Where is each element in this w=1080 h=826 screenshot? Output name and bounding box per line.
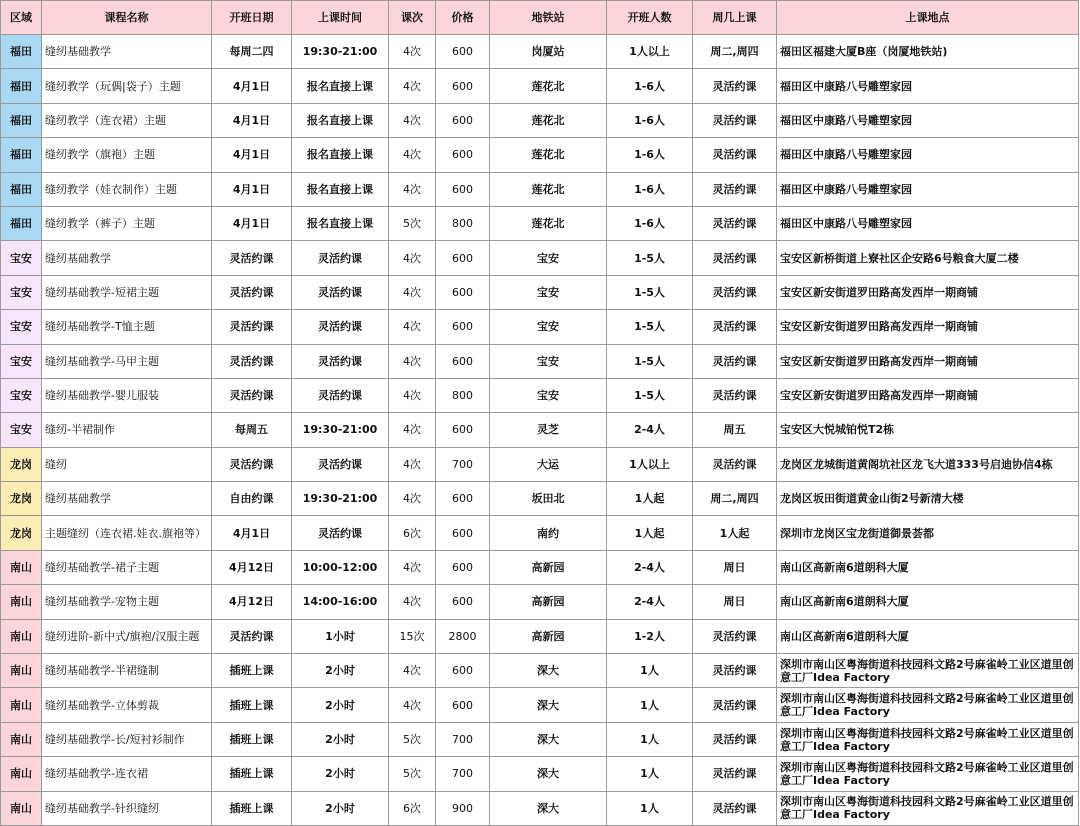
start-date-cell: 4月1日 <box>212 172 292 206</box>
header-price: 价格 <box>436 1 490 35</box>
header-row <box>1 1 1079 35</box>
price-cell: 600 <box>436 344 490 378</box>
region-cell: 南山 <box>1 585 42 619</box>
class-time-cell: 灵活约课 <box>292 516 389 550</box>
class-size-cell: 1人以上 <box>607 35 693 69</box>
sessions-cell: 5次 <box>389 757 436 791</box>
weekday-cell: 周二,周四 <box>693 35 777 69</box>
table-row <box>1 138 1079 172</box>
start-date-cell: 灵活约课 <box>212 619 292 653</box>
weekday-cell: 灵活约课 <box>693 688 777 722</box>
metro-station-cell: 深大 <box>490 722 607 756</box>
sessions-cell: 4次 <box>389 688 436 722</box>
weekday-cell: 灵活约课 <box>693 757 777 791</box>
start-date-cell: 插班上课 <box>212 791 292 825</box>
class-time-cell: 2小时 <box>292 722 389 756</box>
weekday-cell: 灵活约课 <box>693 791 777 825</box>
price-cell: 800 <box>436 378 490 412</box>
header-region: 区域 <box>1 1 42 35</box>
class-time-cell: 19:30-21:00 <box>292 35 389 69</box>
start-date-cell: 灵活约课 <box>212 447 292 481</box>
table-row <box>1 172 1079 206</box>
table-row <box>1 688 1079 722</box>
location-cell: 宝安区新安街道罗田路高发西岸一期商铺 <box>777 344 1079 378</box>
location-cell: 福田区福建大厦B座（岗厦地铁站) <box>777 35 1079 69</box>
location-cell: 福田区中康路八号雕塑家园 <box>777 206 1079 240</box>
class-time-cell: 2小时 <box>292 688 389 722</box>
header-weekday: 周几上课 <box>693 1 777 35</box>
sessions-cell: 4次 <box>389 138 436 172</box>
table-row <box>1 69 1079 103</box>
region-cell: 宝安 <box>1 378 42 412</box>
price-cell: 900 <box>436 791 490 825</box>
table-row <box>1 344 1079 378</box>
sessions-cell: 4次 <box>389 550 436 584</box>
course-name-cell: 缝纫基础教学-立体剪裁 <box>42 688 212 722</box>
table-row <box>1 482 1079 516</box>
price-cell: 600 <box>436 275 490 309</box>
region-cell: 福田 <box>1 138 42 172</box>
location-cell: 福田区中康路八号雕塑家园 <box>777 69 1079 103</box>
weekday-cell: 灵活约课 <box>693 310 777 344</box>
class-size-cell: 1-5人 <box>607 378 693 412</box>
price-cell: 600 <box>436 138 490 172</box>
sessions-cell: 4次 <box>389 241 436 275</box>
sessions-cell: 4次 <box>389 654 436 688</box>
start-date-cell: 灵活约课 <box>212 241 292 275</box>
sessions-cell: 4次 <box>389 35 436 69</box>
course-name-cell: 缝纫-半裙制作 <box>42 413 212 447</box>
start-date-cell: 自由约课 <box>212 482 292 516</box>
class-size-cell: 1人 <box>607 722 693 756</box>
price-cell: 700 <box>436 722 490 756</box>
metro-station-cell: 莲花北 <box>490 69 607 103</box>
weekday-cell: 灵活约课 <box>693 654 777 688</box>
start-date-cell: 插班上课 <box>212 757 292 791</box>
class-size-cell: 2-4人 <box>607 413 693 447</box>
course-name-cell: 缝纫教学（玩偶|袋子）主题 <box>42 69 212 103</box>
table-body <box>1 35 1079 826</box>
class-size-cell: 1-5人 <box>607 275 693 309</box>
metro-station-cell: 深大 <box>490 688 607 722</box>
table-row <box>1 310 1079 344</box>
location-cell: 南山区高新南6道朗科大厦 <box>777 550 1079 584</box>
price-cell: 700 <box>436 447 490 481</box>
sessions-cell: 4次 <box>389 69 436 103</box>
sessions-cell: 4次 <box>389 344 436 378</box>
metro-station-cell: 宝安 <box>490 344 607 378</box>
table-row <box>1 241 1079 275</box>
table-row <box>1 757 1079 791</box>
class-time-cell: 报名直接上课 <box>292 206 389 240</box>
class-size-cell: 1人以上 <box>607 447 693 481</box>
class-time-cell: 灵活约课 <box>292 344 389 378</box>
region-cell: 龙岗 <box>1 482 42 516</box>
class-size-cell: 1人起 <box>607 516 693 550</box>
sessions-cell: 4次 <box>389 275 436 309</box>
weekday-cell: 灵活约课 <box>693 344 777 378</box>
metro-station-cell: 岗厦站 <box>490 35 607 69</box>
class-size-cell: 1-6人 <box>607 206 693 240</box>
metro-station-cell: 深大 <box>490 654 607 688</box>
metro-station-cell: 莲花北 <box>490 172 607 206</box>
start-date-cell: 灵活约课 <box>212 344 292 378</box>
table-row <box>1 413 1079 447</box>
table-row <box>1 791 1079 825</box>
class-time-cell: 19:30-21:00 <box>292 413 389 447</box>
price-cell: 600 <box>436 103 490 137</box>
class-time-cell: 灵活约课 <box>292 241 389 275</box>
table-row <box>1 103 1079 137</box>
course-name-cell: 缝纫基础教学-半裙缝制 <box>42 654 212 688</box>
class-time-cell: 19:30-21:00 <box>292 482 389 516</box>
location-cell: 南山区高新南6道朗科大厦 <box>777 585 1079 619</box>
class-size-cell: 1人 <box>607 757 693 791</box>
sessions-cell: 4次 <box>389 310 436 344</box>
class-size-cell: 2-4人 <box>607 550 693 584</box>
sessions-cell: 4次 <box>389 585 436 619</box>
start-date-cell: 4月1日 <box>212 69 292 103</box>
location-cell: 深圳市南山区粤海街道科技园科文路2号麻雀岭工业区道里创意工厂Idea Factory <box>777 722 1079 756</box>
price-cell: 600 <box>436 35 490 69</box>
location-cell: 宝安区新桥街道上寮社区企安路6号粮食大厦二楼 <box>777 241 1079 275</box>
header-class-size: 开班人数 <box>607 1 693 35</box>
course-name-cell: 缝纫基础教学-婴儿服装 <box>42 378 212 412</box>
metro-station-cell: 深大 <box>490 791 607 825</box>
start-date-cell: 4月1日 <box>212 138 292 172</box>
region-cell: 南山 <box>1 757 42 791</box>
price-cell: 600 <box>436 585 490 619</box>
header-start-date: 开班日期 <box>212 1 292 35</box>
location-cell: 龙岗区坂田街道黄金山街2号新清大楼 <box>777 482 1079 516</box>
price-cell: 600 <box>436 550 490 584</box>
course-name-cell: 缝纫基础教学-裙子主题 <box>42 550 212 584</box>
course-name-cell: 缝纫基础教学-T恤主题 <box>42 310 212 344</box>
price-cell: 600 <box>436 654 490 688</box>
class-time-cell: 报名直接上课 <box>292 69 389 103</box>
class-size-cell: 1人 <box>607 688 693 722</box>
weekday-cell: 周日 <box>693 585 777 619</box>
location-cell: 深圳市龙岗区宝龙街道御景荟都 <box>777 516 1079 550</box>
metro-station-cell: 莲花北 <box>490 103 607 137</box>
weekday-cell: 灵活约课 <box>693 172 777 206</box>
start-date-cell: 灵活约课 <box>212 275 292 309</box>
start-date-cell: 插班上课 <box>212 722 292 756</box>
metro-station-cell: 高新园 <box>490 585 607 619</box>
course-name-cell: 缝纫基础教学-连衣裙 <box>42 757 212 791</box>
start-date-cell: 灵活约课 <box>212 378 292 412</box>
class-time-cell: 2小时 <box>292 654 389 688</box>
table-row <box>1 516 1079 550</box>
table-row <box>1 275 1079 309</box>
weekday-cell: 周五 <box>693 413 777 447</box>
region-cell: 宝安 <box>1 241 42 275</box>
region-cell: 南山 <box>1 688 42 722</box>
region-cell: 龙岗 <box>1 516 42 550</box>
header-course-name: 课程名称 <box>42 1 212 35</box>
weekday-cell: 灵活约课 <box>693 206 777 240</box>
start-date-cell: 每周二四 <box>212 35 292 69</box>
class-size-cell: 1-6人 <box>607 138 693 172</box>
metro-station-cell: 宝安 <box>490 241 607 275</box>
metro-station-cell: 宝安 <box>490 378 607 412</box>
location-cell: 宝安区新安街道罗田路高发西岸一期商铺 <box>777 275 1079 309</box>
sessions-cell: 6次 <box>389 516 436 550</box>
class-time-cell: 灵活约课 <box>292 378 389 412</box>
table-row <box>1 35 1079 69</box>
weekday-cell: 灵活约课 <box>693 722 777 756</box>
class-size-cell: 1-5人 <box>607 344 693 378</box>
weekday-cell: 灵活约课 <box>693 447 777 481</box>
region-cell: 宝安 <box>1 310 42 344</box>
course-name-cell: 缝纫基础教学-马甲主题 <box>42 344 212 378</box>
location-cell: 福田区中康路八号雕塑家园 <box>777 103 1079 137</box>
start-date-cell: 4月1日 <box>212 103 292 137</box>
start-date-cell: 4月12日 <box>212 585 292 619</box>
start-date-cell: 每周五 <box>212 413 292 447</box>
course-name-cell: 缝纫 <box>42 447 212 481</box>
price-cell: 600 <box>436 688 490 722</box>
start-date-cell: 插班上课 <box>212 654 292 688</box>
price-cell: 800 <box>436 206 490 240</box>
price-cell: 600 <box>436 241 490 275</box>
metro-station-cell: 南约 <box>490 516 607 550</box>
table-row <box>1 206 1079 240</box>
region-cell: 福田 <box>1 69 42 103</box>
region-cell: 南山 <box>1 619 42 653</box>
class-time-cell: 报名直接上课 <box>292 138 389 172</box>
sessions-cell: 5次 <box>389 206 436 240</box>
region-cell: 龙岗 <box>1 447 42 481</box>
weekday-cell: 灵活约课 <box>693 103 777 137</box>
class-time-cell: 灵活约课 <box>292 447 389 481</box>
region-cell: 南山 <box>1 791 42 825</box>
sessions-cell: 4次 <box>389 172 436 206</box>
sessions-cell: 5次 <box>389 722 436 756</box>
region-cell: 福田 <box>1 206 42 240</box>
price-cell: 600 <box>436 516 490 550</box>
table-row <box>1 619 1079 653</box>
class-time-cell: 灵活约课 <box>292 275 389 309</box>
price-cell: 600 <box>436 413 490 447</box>
weekday-cell: 灵活约课 <box>693 275 777 309</box>
class-time-cell: 2小时 <box>292 791 389 825</box>
start-date-cell: 4月1日 <box>212 206 292 240</box>
price-cell: 600 <box>436 482 490 516</box>
course-name-cell: 缝纫基础教学 <box>42 482 212 516</box>
region-cell: 南山 <box>1 722 42 756</box>
header-metro-station: 地铁站 <box>490 1 607 35</box>
metro-station-cell: 高新园 <box>490 619 607 653</box>
class-size-cell: 1-5人 <box>607 310 693 344</box>
location-cell: 龙岗区龙城街道黄阁坑社区龙飞大道333号启迪协信4栋 <box>777 447 1079 481</box>
table-row <box>1 550 1079 584</box>
location-cell: 福田区中康路八号雕塑家园 <box>777 172 1079 206</box>
weekday-cell: 1人起 <box>693 516 777 550</box>
class-size-cell: 1-5人 <box>607 241 693 275</box>
weekday-cell: 灵活约课 <box>693 241 777 275</box>
class-size-cell: 1-6人 <box>607 172 693 206</box>
weekday-cell: 灵活约课 <box>693 69 777 103</box>
location-cell: 宝安区新安街道罗田路高发西岸一期商铺 <box>777 378 1079 412</box>
price-cell: 600 <box>436 310 490 344</box>
course-name-cell: 缝纫进阶-新中式/旗袍/汉服主题 <box>42 619 212 653</box>
table-row <box>1 722 1079 756</box>
location-cell: 深圳市南山区粤海街道科技园科文路2号麻雀岭工业区道里创意工厂Idea Factory <box>777 654 1079 688</box>
metro-station-cell: 灵芝 <box>490 413 607 447</box>
sessions-cell: 15次 <box>389 619 436 653</box>
metro-station-cell: 莲花北 <box>490 206 607 240</box>
metro-station-cell: 莲花北 <box>490 138 607 172</box>
region-cell: 宝安 <box>1 344 42 378</box>
class-time-cell: 报名直接上课 <box>292 172 389 206</box>
sessions-cell: 4次 <box>389 378 436 412</box>
course-name-cell: 缝纫基础教学-短裙主题 <box>42 275 212 309</box>
weekday-cell: 灵活约课 <box>693 378 777 412</box>
price-cell: 700 <box>436 757 490 791</box>
class-size-cell: 1-6人 <box>607 69 693 103</box>
region-cell: 宝安 <box>1 413 42 447</box>
metro-station-cell: 深大 <box>490 757 607 791</box>
table-row <box>1 585 1079 619</box>
location-cell: 宝安区大悦城铂悦T2栋 <box>777 413 1079 447</box>
header-location: 上课地点 <box>777 1 1079 35</box>
class-time-cell: 灵活约课 <box>292 310 389 344</box>
location-cell: 南山区高新南6道朗科大厦 <box>777 619 1079 653</box>
course-name-cell: 缝纫基础教学 <box>42 241 212 275</box>
header-sessions: 课次 <box>389 1 436 35</box>
course-name-cell: 缝纫基础教学-宠物主题 <box>42 585 212 619</box>
class-time-cell: 2小时 <box>292 757 389 791</box>
class-time-cell: 10:00-12:00 <box>292 550 389 584</box>
location-cell: 深圳市南山区粤海街道科技园科文路2号麻雀岭工业区道里创意工厂Idea Factory <box>777 688 1079 722</box>
region-cell: 福田 <box>1 172 42 206</box>
table-row <box>1 654 1079 688</box>
course-name-cell: 缝纫教学（旗袍）主题 <box>42 138 212 172</box>
course-name-cell: 缝纫教学（连衣裙）主题 <box>42 103 212 137</box>
location-cell: 深圳市南山区粤海街道科技园科文路2号麻雀岭工业区道里创意工厂Idea Factory <box>777 757 1079 791</box>
course-name-cell: 缝纫基础教学-针织缝纫 <box>42 791 212 825</box>
weekday-cell: 周二,周四 <box>693 482 777 516</box>
weekday-cell: 灵活约课 <box>693 138 777 172</box>
class-size-cell: 2-4人 <box>607 585 693 619</box>
class-size-cell: 1-6人 <box>607 103 693 137</box>
sessions-cell: 6次 <box>389 791 436 825</box>
table-row <box>1 378 1079 412</box>
sessions-cell: 4次 <box>389 103 436 137</box>
start-date-cell: 4月1日 <box>212 516 292 550</box>
course-name-cell: 缝纫教学（娃衣制作）主题 <box>42 172 212 206</box>
weekday-cell: 灵活约课 <box>693 619 777 653</box>
weekday-cell: 周日 <box>693 550 777 584</box>
course-name-cell: 缝纫基础教学-长/短衬衫制作 <box>42 722 212 756</box>
metro-station-cell: 宝安 <box>490 275 607 309</box>
class-size-cell: 1人 <box>607 654 693 688</box>
region-cell: 宝安 <box>1 275 42 309</box>
region-cell: 福田 <box>1 35 42 69</box>
region-cell: 南山 <box>1 654 42 688</box>
location-cell: 福田区中康路八号雕塑家园 <box>777 138 1079 172</box>
start-date-cell: 4月12日 <box>212 550 292 584</box>
class-size-cell: 1-2人 <box>607 619 693 653</box>
metro-station-cell: 宝安 <box>490 310 607 344</box>
course-name-cell: 主题缝纫（连衣裙.娃衣.旗袍等） <box>42 516 212 550</box>
price-cell: 600 <box>436 69 490 103</box>
class-size-cell: 1人起 <box>607 482 693 516</box>
region-cell: 福田 <box>1 103 42 137</box>
class-time-cell: 报名直接上课 <box>292 103 389 137</box>
metro-station-cell: 大运 <box>490 447 607 481</box>
price-cell: 600 <box>436 172 490 206</box>
location-cell: 宝安区新安街道罗田路高发西岸一期商铺 <box>777 310 1079 344</box>
class-time-cell: 1小时 <box>292 619 389 653</box>
price-cell: 2800 <box>436 619 490 653</box>
header-class-time: 上课时间 <box>292 1 389 35</box>
class-time-cell: 14:00-16:00 <box>292 585 389 619</box>
sessions-cell: 4次 <box>389 413 436 447</box>
metro-station-cell: 高新园 <box>490 550 607 584</box>
metro-station-cell: 坂田北 <box>490 482 607 516</box>
region-cell: 南山 <box>1 550 42 584</box>
course-name-cell: 缝纫教学（裤子）主题 <box>42 206 212 240</box>
sessions-cell: 4次 <box>389 447 436 481</box>
sessions-cell: 4次 <box>389 482 436 516</box>
course-name-cell: 缝纫基础教学 <box>42 35 212 69</box>
start-date-cell: 灵活约课 <box>212 310 292 344</box>
location-cell: 深圳市南山区粤海街道科技园科文路2号麻雀岭工业区道里创意工厂Idea Factory <box>777 791 1079 825</box>
class-size-cell: 1人 <box>607 791 693 825</box>
start-date-cell: 插班上课 <box>212 688 292 722</box>
table-row <box>1 447 1079 481</box>
